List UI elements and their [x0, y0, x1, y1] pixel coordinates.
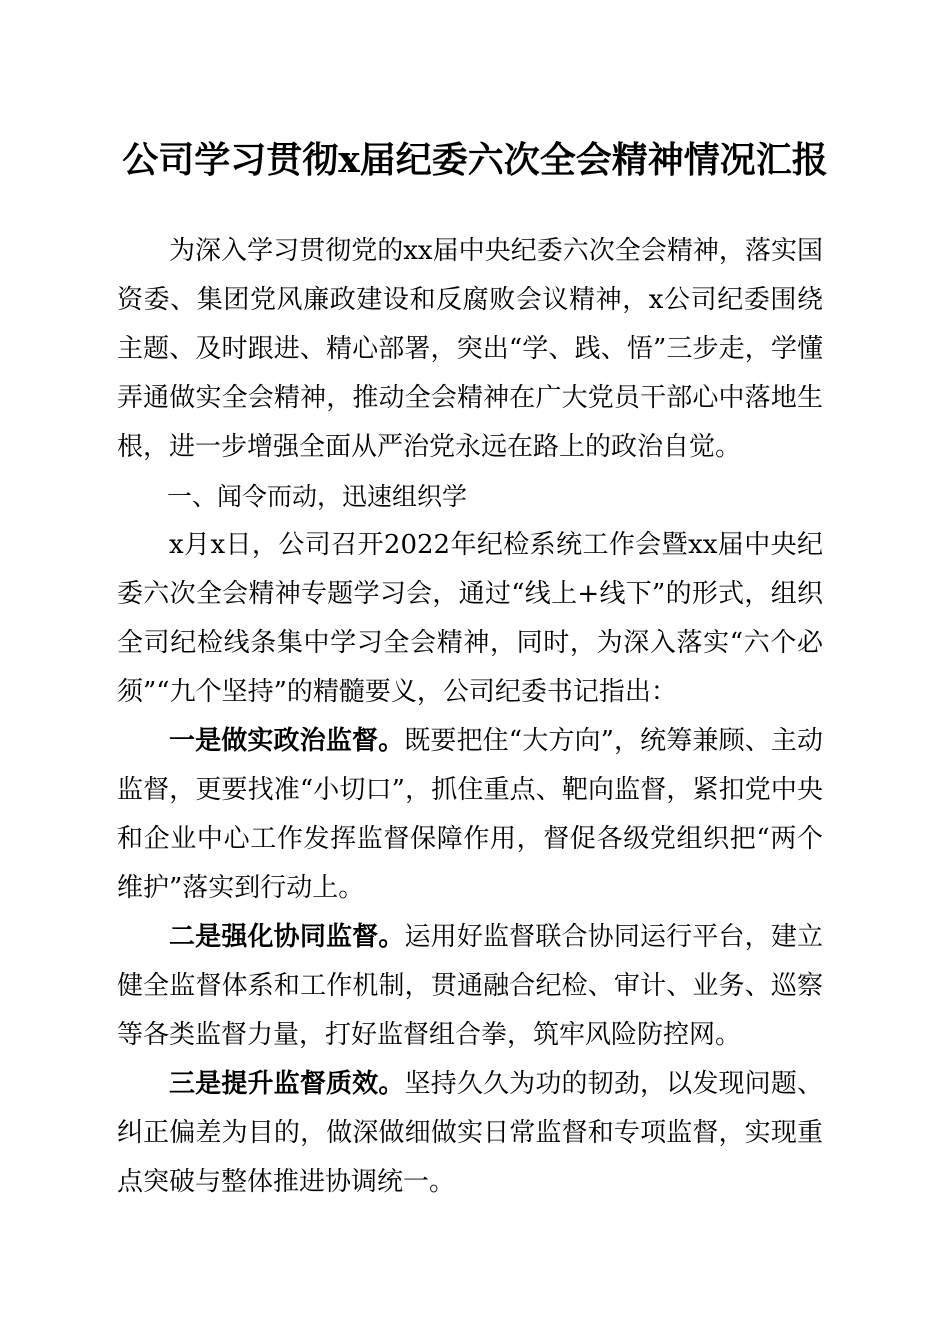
point-text-3: 坚持久久为功的韧劲，以发现问题、纠正偏差为目的，做深做细做实日常监督和专项监督，实现重点突破与整体推进协调统一。 [117, 1069, 823, 1197]
point-paragraph-2 [117, 913, 823, 1060]
point-paragraph-1 [117, 717, 823, 913]
document-body [117, 227, 823, 1207]
point-lead-3: 三是提升监督质效。 [169, 1069, 405, 1099]
point-lead-2: 二是强化协同监督。 [169, 922, 405, 952]
point-text-1: 既要把住“大方向”，统筹兼顾、主动监督，更要找准“小切口”，抓住重点、靶向监督，紧扣党中央和企业中心工作发挥监督保障作用，督促各级党组织把“两个维护”落实到行动上。 [117, 726, 823, 903]
point-paragraph-3 [117, 1060, 823, 1207]
document-title: 公司学习贯彻x届纪委六次全会精神情况汇报 [122, 139, 828, 181]
point-text-2: 运用好监督联合协同运行平台，建立健全监督体系和工作机制，贯通融合纪检、审计、业务、巡察等各类监督力量，打好监督组合拳，筑牢风险防控网。 [117, 922, 823, 1050]
point-lead-1: 一是做实政治监督。 [169, 726, 405, 756]
section-heading-1: 一、闻令而动，迅速组织学 [167, 482, 468, 511]
intro-paragraph: 为深入学习贯彻党的xx届中央纪委六次全会精神，落实国资委、集团党风廉政建设和反腐败会议精神，x公司纪委围绕主题、及时跟进、精心部署，突出“学、践、悟”三步走，学懂弄通做实全会精神，推动全会精神在广大党员干部心中落地生根，进一步增强全面从严治党永远在路上的政治自觉。 [117, 236, 823, 462]
section1-paragraph: x月x日，公司召开2022年纪检系统工作会暨xx届中央纪委六次全会精神专题学习会，通过“线上+线下”的形式，组织全司纪检线条集中学习全会精神，同时，为深入落实“六个必须”“九个坚持”的精髓要义，公司纪委书记指出： [117, 530, 823, 707]
